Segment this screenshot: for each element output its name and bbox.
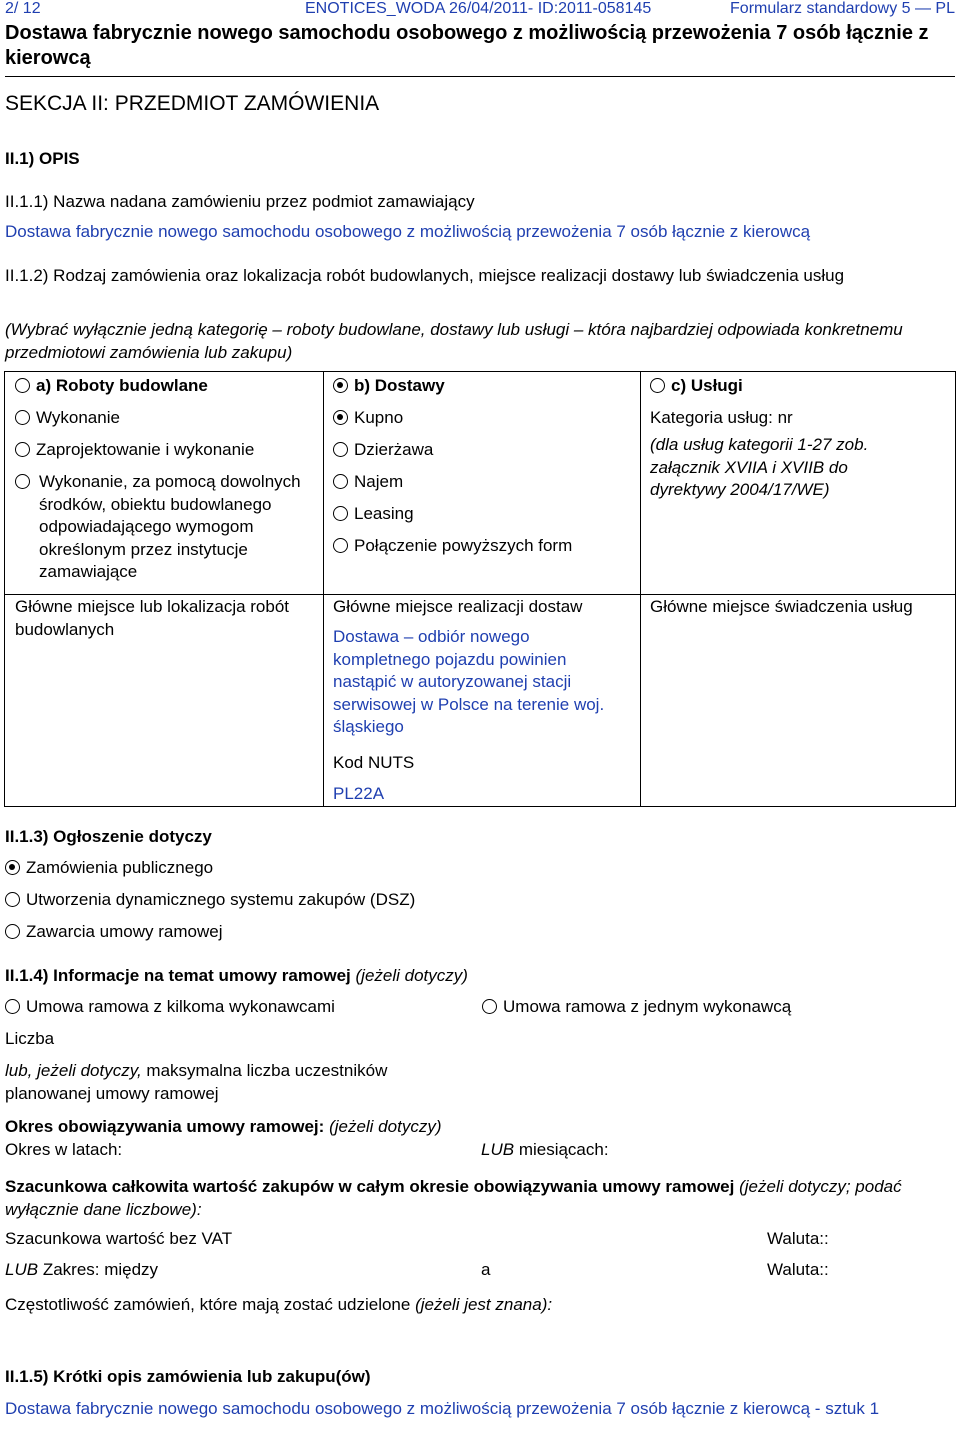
- supplies-title-row[interactable]: [333, 376, 445, 396]
- services-category: Kategoria usług: nr: [650, 408, 793, 427]
- supplies-opt-combination[interactable]: [333, 536, 572, 556]
- page-header: [5, 0, 955, 20]
- radio-icon[interactable]: [15, 474, 30, 489]
- radio-icon[interactable]: [5, 999, 20, 1014]
- ii14-range-label: Zakres: między: [42, 1260, 159, 1279]
- services-note: (dla usług kategorii 1-27 zob. załącznik XVIIA i XVIIB do dyrektywy 2004/17/WE): [650, 435, 869, 500]
- ii14-period-note: (jeżeli dotyczy): [329, 1117, 442, 1136]
- ii13-opt-public[interactable]: [5, 858, 213, 878]
- supplies-radio-selected[interactable]: [333, 378, 348, 393]
- ii13-opt-dps[interactable]: [5, 890, 415, 910]
- ii14-period-label: Okres obowiązywania umowy ramowej:: [5, 1117, 325, 1136]
- supplies-opt-purchase[interactable]: [333, 408, 403, 428]
- supplies-place-value: Dostawa – odbiór nowego kompletnego pojazdu powinien nastąpić w autoryzowanej stacji serwisowej w Polsce na terenie woj. śląskiego: [333, 627, 605, 737]
- radio-icon[interactable]: [5, 892, 20, 907]
- col-services: [650, 372, 950, 802]
- ii13-heading: II.1.3) Ogłoszenie dotyczy: [5, 827, 212, 846]
- col-works: [15, 372, 315, 802]
- works-title-row[interactable]: [15, 376, 208, 396]
- ii14-value-label: Szacunkowa całkowita wartość zakupów w całym okresie obowiązywania umowy ramowej: [5, 1177, 735, 1196]
- contract-type-table: [4, 371, 956, 807]
- ii14-liczba: Liczba: [5, 1029, 55, 1048]
- works-opt-design-execution[interactable]: [15, 440, 254, 460]
- ii14-heading-row: [5, 966, 468, 986]
- works-opt1-label: Wykonanie: [36, 408, 120, 427]
- services-radio[interactable]: [650, 378, 665, 393]
- ii14-opt2-label: Umowa ramowa z jednym wykonawcą: [503, 997, 792, 1016]
- ii14-freq-note: (jeżeli jest znana):: [415, 1295, 553, 1314]
- ii14-opt-multiple[interactable]: [5, 997, 335, 1017]
- ii15-value: Dostawa fabrycznie nowego samochodu osobowego z możliwością przewożenia 7 osób łącznie z kierowcą - sztuk 1: [5, 1399, 880, 1418]
- notice-id: ENOTICES_WODA 26/04/2011- ID:2011-058145: [305, 0, 652, 17]
- section-title: SEKCJA II: PRZEDMIOT ZAMÓWIENIA: [5, 92, 380, 115]
- works-opt2-label: Zaprojektowanie i wykonanie: [36, 440, 255, 459]
- radio-icon[interactable]: [15, 442, 30, 457]
- col-divider-2: [640, 372, 641, 806]
- ii13-opt-framework[interactable]: [5, 922, 223, 942]
- radio-selected-icon[interactable]: [333, 410, 348, 425]
- ii13-opt1-label: Zamówienia publicznego: [26, 858, 214, 877]
- ii11-heading: II.1.1) Nazwa nadana zamówieniu przez podmiot zamawiający: [5, 192, 475, 211]
- works-place-label: Główne miejsce lub lokalizacja robót budowlanych: [15, 597, 290, 639]
- supplies-place-label: Główne miejsce realizacji dostaw: [333, 597, 583, 616]
- radio-icon[interactable]: [15, 410, 30, 425]
- ii13-opt2-label: Utworzenia dynamicznego systemu zakupów (DSZ): [26, 890, 416, 909]
- ii14-currency2-label: Waluta::: [767, 1260, 829, 1279]
- works-title: a) Roboty budowlane: [36, 376, 208, 395]
- ii15-heading: II.1.5) Krótki opis zamówienia lub zakupu(ów): [5, 1367, 371, 1386]
- ii14-freq-row: [5, 1295, 552, 1315]
- supplies-opt1-label: Kupno: [354, 408, 404, 427]
- ii14-heading: II.1.4) Informacje na temat umowy ramowej: [5, 966, 351, 985]
- ii14-freq-label: Częstotliwość zamówień, które mają zostać udzielone: [5, 1295, 411, 1314]
- subsection-ii1: II.1) OPIS: [5, 149, 80, 168]
- radio-icon[interactable]: [333, 474, 348, 489]
- ii14-months-label: miesiącach:: [518, 1140, 609, 1159]
- supplies-opt-rental[interactable]: [333, 472, 403, 492]
- supplies-opt4-label: Leasing: [354, 504, 414, 523]
- col-divider-1: [323, 372, 324, 806]
- ii14-est-value-label: Szacunkowa wartość bez VAT: [5, 1229, 233, 1248]
- supplies-opt5-label: Połączenie powyższych form: [354, 536, 573, 555]
- radio-icon[interactable]: [333, 506, 348, 521]
- ii12-heading: II.1.2) Rodzaj zamówienia oraz lokalizacja robót budowlanych, miejsce realizacji dostawy lub świadczenia usług: [5, 266, 845, 285]
- ii14-lub: LUB: [481, 1140, 515, 1159]
- page-number: 2/ 12: [5, 0, 41, 17]
- services-place-label: Główne miejsce świadczenia usług: [650, 597, 913, 616]
- ii14-max-rest: maksymalna liczba uczestników planowanej umowy ramowej: [5, 1061, 388, 1103]
- ii14-opt1-label: Umowa ramowa z kilkoma wykonawcami: [26, 997, 335, 1016]
- document-title: Dostawa fabrycznie nowego samochodu osobowego z możliwością przewożenia 7 osób łącznie z kierowcą: [5, 22, 929, 69]
- ii14-heading-note: (jeżeli dotyczy): [355, 966, 468, 985]
- form-label: Formularz standardowy 5 — PL: [730, 0, 955, 17]
- header-divider: [5, 76, 955, 77]
- ii13-opt3-label: Zawarcia umowy ramowej: [26, 922, 223, 941]
- ii14-max-italic: lub, jeżeli dotyczy,: [5, 1061, 142, 1080]
- ii14-months-row: [481, 1140, 609, 1160]
- supplies-opt-lease[interactable]: [333, 440, 433, 460]
- nuts-value: PL22A: [333, 784, 385, 803]
- ii14-range-row: [5, 1260, 158, 1280]
- radio-icon[interactable]: [482, 999, 497, 1014]
- services-title-row[interactable]: [650, 376, 743, 396]
- ii14-years-label: Okres w latach:: [5, 1140, 123, 1159]
- works-opt-realisation[interactable]: [15, 472, 36, 492]
- works-opt3-label: Wykonanie, za pomocą dowolnych środków, obiektu budowlanego odpowiadającego wymogom określonym przez instytucje zamawiające: [39, 472, 301, 582]
- works-opt-execution[interactable]: [15, 408, 120, 428]
- radio-icon[interactable]: [333, 442, 348, 457]
- supplies-opt3-label: Najem: [354, 472, 404, 491]
- ii14-period-row: [5, 1117, 441, 1137]
- services-title: c) Usługi: [671, 376, 743, 395]
- supplies-title: b) Dostawy: [354, 376, 445, 395]
- supplies-opt2-label: Dzierżawa: [354, 440, 434, 459]
- radio-icon[interactable]: [5, 924, 20, 939]
- ii14-max-participants: [5, 1059, 445, 1105]
- ii14-value-row: [5, 1175, 905, 1221]
- col-supplies: [333, 372, 633, 802]
- radio-selected-icon[interactable]: [5, 860, 20, 875]
- ii12-note: (Wybrać wyłącznie jedną kategorię – roboty budowlane, dostawy lub usługi – która najbardziej odpowiada konkretnemu przedmiotowi zamówienia lub zakupu): [5, 320, 903, 362]
- ii14-opt-single[interactable]: [482, 997, 791, 1017]
- ii11-value: Dostawa fabrycznie nowego samochodu osobowego z możliwością przewożenia 7 osób łącznie z kierowcą: [5, 222, 811, 241]
- works-radio[interactable]: [15, 378, 30, 393]
- ii14-range-lub: LUB: [5, 1260, 39, 1279]
- nuts-label: Kod NUTS: [333, 753, 415, 772]
- ii14-value-note: (jeżeli dotyczy; podać wyłącznie dane liczbowe):: [5, 1177, 902, 1219]
- ii14-range-and: a: [481, 1260, 491, 1279]
- supplies-opt-leasing[interactable]: [333, 504, 414, 524]
- radio-icon[interactable]: [333, 538, 348, 553]
- ii14-currency-label: Waluta::: [767, 1229, 829, 1248]
